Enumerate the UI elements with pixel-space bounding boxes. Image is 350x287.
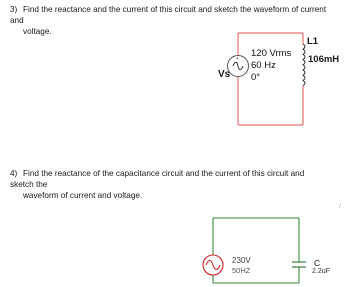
margin-mark: / (339, 204, 341, 210)
source-1-label: Vs (218, 69, 231, 80)
question-3-text-line2: voltage. (23, 27, 52, 36)
source-2-voltage: 230V (232, 256, 251, 265)
question-4-text-line2: waveform of current and voltage. (23, 191, 143, 200)
plus-sign-icon: + (236, 56, 239, 62)
capacitor-value: 2.2uF (312, 268, 330, 275)
source-1-frequency: 60 Hz (251, 60, 276, 71)
inductor-value: 106mH (308, 54, 340, 65)
question-4-number: 4) (10, 169, 18, 178)
source-2-frequency: 50HZ (232, 266, 251, 275)
inductor-label: L1 (307, 36, 319, 47)
source-1-voltage: 120 Vrms (251, 48, 292, 59)
capacitor-icon (292, 262, 306, 267)
capacitor-label: C (314, 258, 321, 268)
question-3-number: 3) (10, 5, 18, 14)
source-1-phase: 0° (251, 72, 261, 83)
ac-source-1 (228, 56, 249, 77)
ac-source-2 (203, 255, 223, 275)
question-4-text-line1: Find the reactance of the capacitance circuit and the current of this circuit and sketch the (10, 169, 305, 189)
question-4 (10, 168, 322, 201)
question-3-text-line1: Find the reactance and the current of this circuit and sketch the waveform of current and (10, 5, 327, 25)
circuit-2 (213, 218, 299, 283)
inductor-coil-icon (303, 44, 305, 86)
circuit-1 (238, 33, 303, 125)
